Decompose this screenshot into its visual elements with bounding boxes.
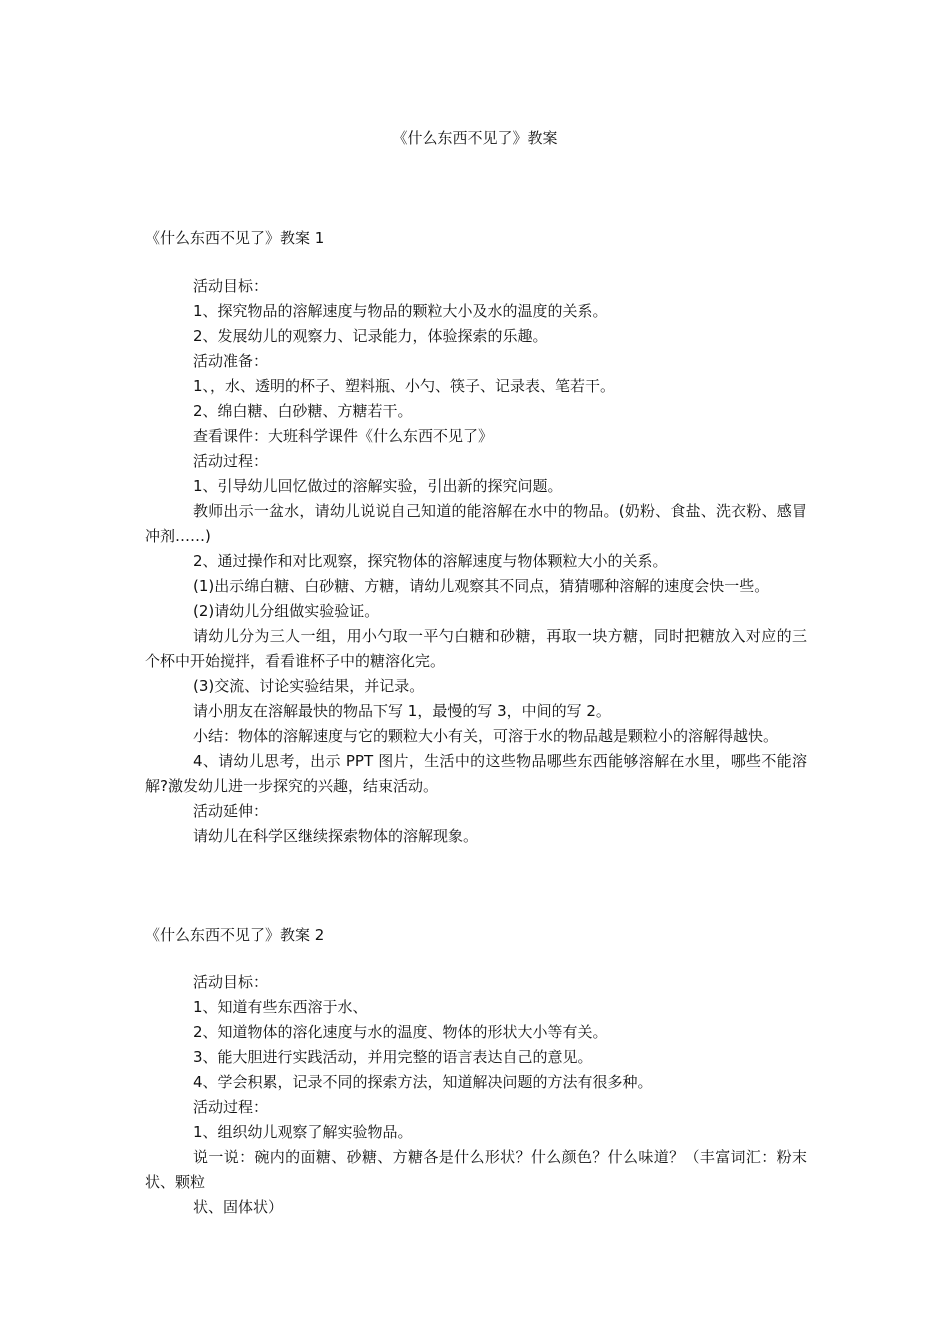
paragraph: 4、请幼儿思考，出示 PPT 图片，生活中的这些物品哪些东西能够溶解在水里，哪些不能溶解?激发幼儿进一步探究的兴趣，结束活动。 [145,752,807,795]
paragraph: 说一说：碗内的面糖、砂糖、方糖各是什么形状？什么颜色？什么味道？（丰富词汇：粉末状、颗粒 [145,1148,807,1191]
section-heading-1: 《什么东西不见了》教案 1 [145,229,325,247]
paragraph: 1、，水、透明的杯子、塑料瓶、小勺、筷子、记录表、笔若干。 [193,377,616,395]
paragraph: 活动准备： [193,352,269,370]
paragraph: 请幼儿在科学区继续探索物体的溶解现象。 [193,827,479,845]
paragraph: 1、组织幼儿观察了解实验物品。 [193,1123,413,1141]
section-body-2 [145,970,807,1220]
paragraph: (1)出示绵白糖、白砂糖、方糖，请幼儿观察其不同点，猜猜哪种溶解的速度会快一些。 [193,577,770,595]
paragraph: 1、引导幼儿回忆做过的溶解实验，引出新的探究问题。 [193,477,563,495]
section-body-1 [145,274,807,849]
paragraph: 2、发展幼儿的观察力、记录能力，体验探索的乐趣。 [193,327,548,345]
paragraph: 请幼儿分为三人一组，用小勺取一平勺白糖和砂糖，再取一块方糖，同时把糖放入对应的三个杯中开始搅拌，看看谁杯子中的糖溶化完。 [145,627,807,670]
paragraph: 2、绵白糖、白砂糖、方糖若干。 [193,402,413,420]
document-title: 《什么东西不见了》教案 [392,129,558,147]
paragraph: (2)请幼儿分组做实验验证。 [193,602,380,620]
paragraph: 3、能大胆进行实践活动，并用完整的语言表达自己的意见。 [193,1048,593,1066]
paragraph: 1、探究物品的溶解速度与物品的颗粒大小及水的温度的关系。 [193,302,608,320]
paragraph: 请小朋友在溶解最快的物品下写 1，最慢的写 3，中间的写 2。 [193,702,611,720]
paragraph: 活动过程： [193,452,269,470]
paragraph: (3)交流、讨论实验结果，并记录。 [193,677,425,695]
paragraph: 教师出示一盆水，请幼儿说说自己知道的能溶解在水中的物品。(奶粉、食盐、洗衣粉、感冒冲剂……) [145,502,807,545]
paragraph: 活动目标： [193,277,269,295]
paragraph: 查看课件：大班科学课件《什么东西不见了》 [193,427,494,445]
paragraph: 活动过程： [193,1098,269,1116]
section-heading-2: 《什么东西不见了》教案 2 [145,926,325,944]
paragraph: 小结：物体的溶解速度与它的颗粒大小有关，可溶于水的物品越是颗粒小的溶解得越快。 [193,727,779,745]
paragraph: 4、学会积累，记录不同的探索方法，知道解决问题的方法有很多种。 [193,1073,653,1091]
paragraph: 状、固体状） [193,1198,284,1216]
paragraph: 2、知道物体的溶化速度与水的温度、物体的形状大小等有关。 [193,1023,608,1041]
paragraph: 2、通过操作和对比观察，探究物体的溶解速度与物体颗粒大小的关系。 [193,552,668,570]
paragraph: 活动目标： [193,973,269,991]
paragraph: 活动延伸： [193,802,269,820]
paragraph: 1、知道有些东西溶于水、 [193,998,368,1016]
